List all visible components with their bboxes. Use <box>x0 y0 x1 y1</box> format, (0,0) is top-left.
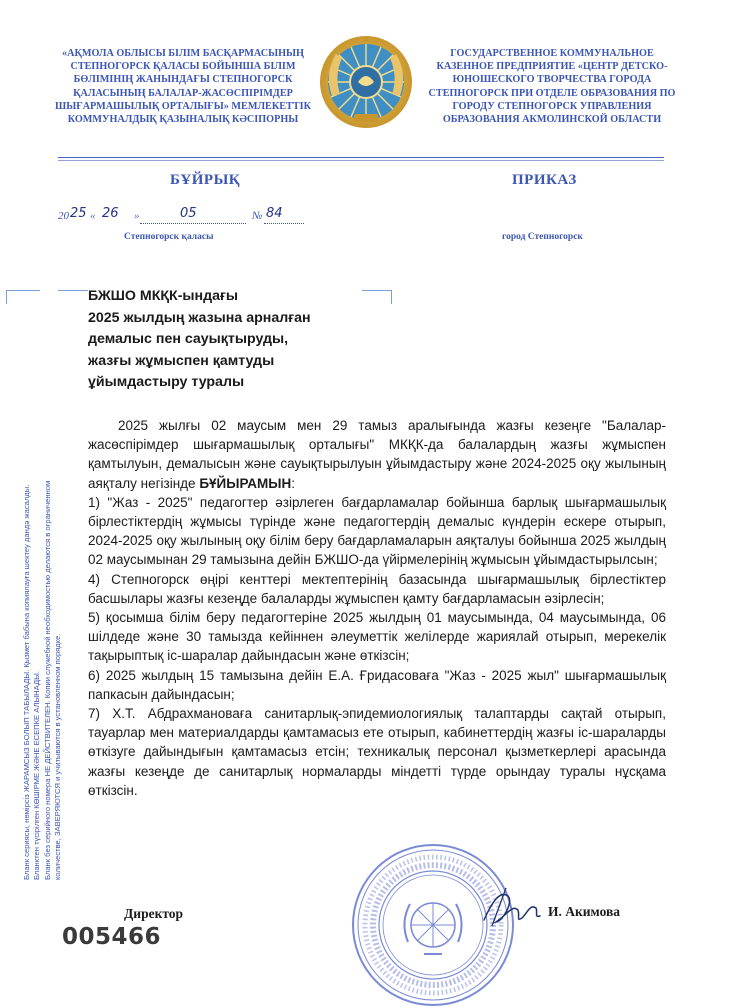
header-org-ru: ГОСУДАРСТВЕННОЕ КОММУНАЛЬНОЕ КАЗЕННОЕ ПРЕДПРИЯТИЕ «ЦЕНТР ДЕТСКО-ЮНОШЕСКОГО ТВОРЧЕСТВА ГОРОДА СТЕПНОГОРСК ПРИ ОТДЕЛЕ ОБРАЗОВАНИЯ ПО ГОРОДУ СТЕПНОГОРСК УПРАВЛЕНИЯ ОБРАЗОВАНИЯ АКМОЛИНСКОЙ ОБЛАСТИ <box>428 48 676 126</box>
security-note-line: Бланктен түсірілген КӨШІРМЕ ЖӘНЕ ЕСЕПКЕ АЛЫНАДЫ. <box>32 671 42 880</box>
date-year-handwritten: 25 <box>70 206 87 221</box>
director-title: Директор <box>124 906 184 921</box>
subject-bracket-left-tick <box>6 290 7 304</box>
order-title-ru: ПРИКАЗ <box>512 172 577 188</box>
body-intro-text: 2025 жылғы 02 маусым мен 29 тамыз аралығында жазғы кезеңге "Балалар-жасөспірімдер шығармашылық орталығы" МКҚК-да балалардың жазғы жұмыспен қамтылуын, демалысын және сауықтырылуын ұйымдастыру және 2024-2025 оқу жылының аяқталу негізінде <box>88 418 666 491</box>
header-divider-thin <box>58 160 664 161</box>
state-emblem-icon <box>318 34 414 130</box>
order-title-kz: БҰЙРЫҚ <box>170 172 241 188</box>
body-item: 7) Х.Т. Абдрахмановаға санитарлық-эпидемиологиялық талаптарды сақтай отырып, тауарлар мен материалдарды қамтамасыз ете отырып, кабинеттердің жазғы іс-шараларды өткізуге дайындығын қамтамасыз етсін; техникалық персонал қызметкерлері арасында жазғы кезеңде де санитарлық нормаларды міндетті түрде орындау туралы нұсқама өткізсін. <box>88 706 666 798</box>
subject-bracket-left <box>6 290 40 291</box>
body-item: 1) "Жаз - 2025" педагогтер әзірлеген бағдарламалар бойынша барлық шығармашылық бірлестіктердің жұмысы түрінде және педагогтердің демалыс күндерін ескере отырып, 2024-2025 оқу жылының оқу білім беру бағдарламаларын аяқталуы бойынша 2025 жылдың 02 маусымынан 29 тамызына дейін БЖШО-да үйірмелерінің жұмысын ұйымдастырылсын; <box>88 494 666 568</box>
date-day-handwritten: 26 <box>102 206 119 221</box>
blank-security-note <box>22 410 84 880</box>
order-number-sign: № <box>252 210 263 222</box>
order-date-line <box>58 206 290 228</box>
date-quote-open: « <box>90 210 96 222</box>
place-kz: Степногорск қаласы <box>124 232 214 242</box>
body-command-colon: : <box>291 475 296 491</box>
subject-line: БЖШО МКҚК-ындағы <box>88 288 239 304</box>
body-intro <box>88 416 666 493</box>
security-note-line: количестве, ЗАВЕРЯЮТСЯ и учитываются в установленном порядке. <box>53 633 63 880</box>
date-century: 20 <box>58 210 69 222</box>
body-item: 5) қосымша білім беру педагогтеріне 2025 жылдың 01 маусымында, 04 маусымында, 06 шілдеде және 30 тамызда кейіннен әлеуметтік желілерде жариялай отырып, мерекелік тақырыптық іс-шаралар дайындасын және өткізсін; <box>88 610 666 664</box>
body-item: 4) Степногорск өңірі кенттері мектептерінің базасында шығармашылық бірлестіктер басшылары жазғы кезеңде балаларды жұмыспен қамту бағдарламасын әзірлесін; <box>88 571 666 606</box>
handwritten-signature <box>478 882 548 932</box>
order-number-handwritten: 84 <box>266 206 283 221</box>
subject-line: демалыс пен сауықтыруды, <box>88 331 289 347</box>
blank-serial-number: 005466 <box>62 924 162 950</box>
subject-line: жазғы жұмыспен қамтуды <box>88 352 275 369</box>
header-org-kz: «АҚМОЛА ОБЛЫСЫ БІЛІМ БАСҚАРМАСЫНЫҢ СТЕПНОГОРСК ҚАЛАСЫ БОЙЫНША БІЛІМ БӨЛІМІНІҢ ЖАНЫНДАҒЫ СТЕПНОГОРСК ҚАЛАСЫНЫҢ БАЛАЛАР-ЖАСӨСПІРІМДЕР ШЫҒАРМАШЫЛЫҚ ОРТАЛЫҒЫ» МЕМЛЕКЕТТІК КОММУНАЛДЫҚ ҚАЗЫНАЛЫҚ КӘСІПОРНЫ <box>55 48 311 126</box>
security-note-line: Бланк без серийного номера НЕ ДЕЙСТВИТЕЛЕН. Копии служебной необходимостью делаются в ограниченном <box>42 480 52 880</box>
subject-line: 2025 жылдың жазына арналған <box>88 309 311 326</box>
date-month-handwritten: 05 <box>180 206 197 221</box>
header-divider <box>58 157 664 158</box>
subject-line: ұйымдастыру туралы <box>88 374 245 390</box>
date-quote-close: » <box>134 210 140 222</box>
subject-bracket-mid <box>58 290 88 291</box>
place-ru: город Степногорск <box>502 232 583 242</box>
security-note-line: Бланк сериясы, нөмірсіз ЖАРАМСЫЗ БОЛЫП ТАБЫЛАДЫ. Қызмет бабына копиялауға шектеу дандә жасалды. <box>22 484 31 880</box>
order-body <box>88 416 666 800</box>
body-item: 6) 2025 жылдың 15 тамызына дейін Е.А. Ғридасоваға "Жаз - 2025 жыл" шығармашылық папкасын дайындасын; <box>88 667 666 702</box>
director-name: И. Акимова <box>548 904 621 919</box>
body-command: БҰЙЫРАМЫН <box>199 475 292 491</box>
order-number-blank <box>264 223 304 224</box>
order-subject <box>88 286 368 394</box>
date-month-blank <box>140 223 246 224</box>
